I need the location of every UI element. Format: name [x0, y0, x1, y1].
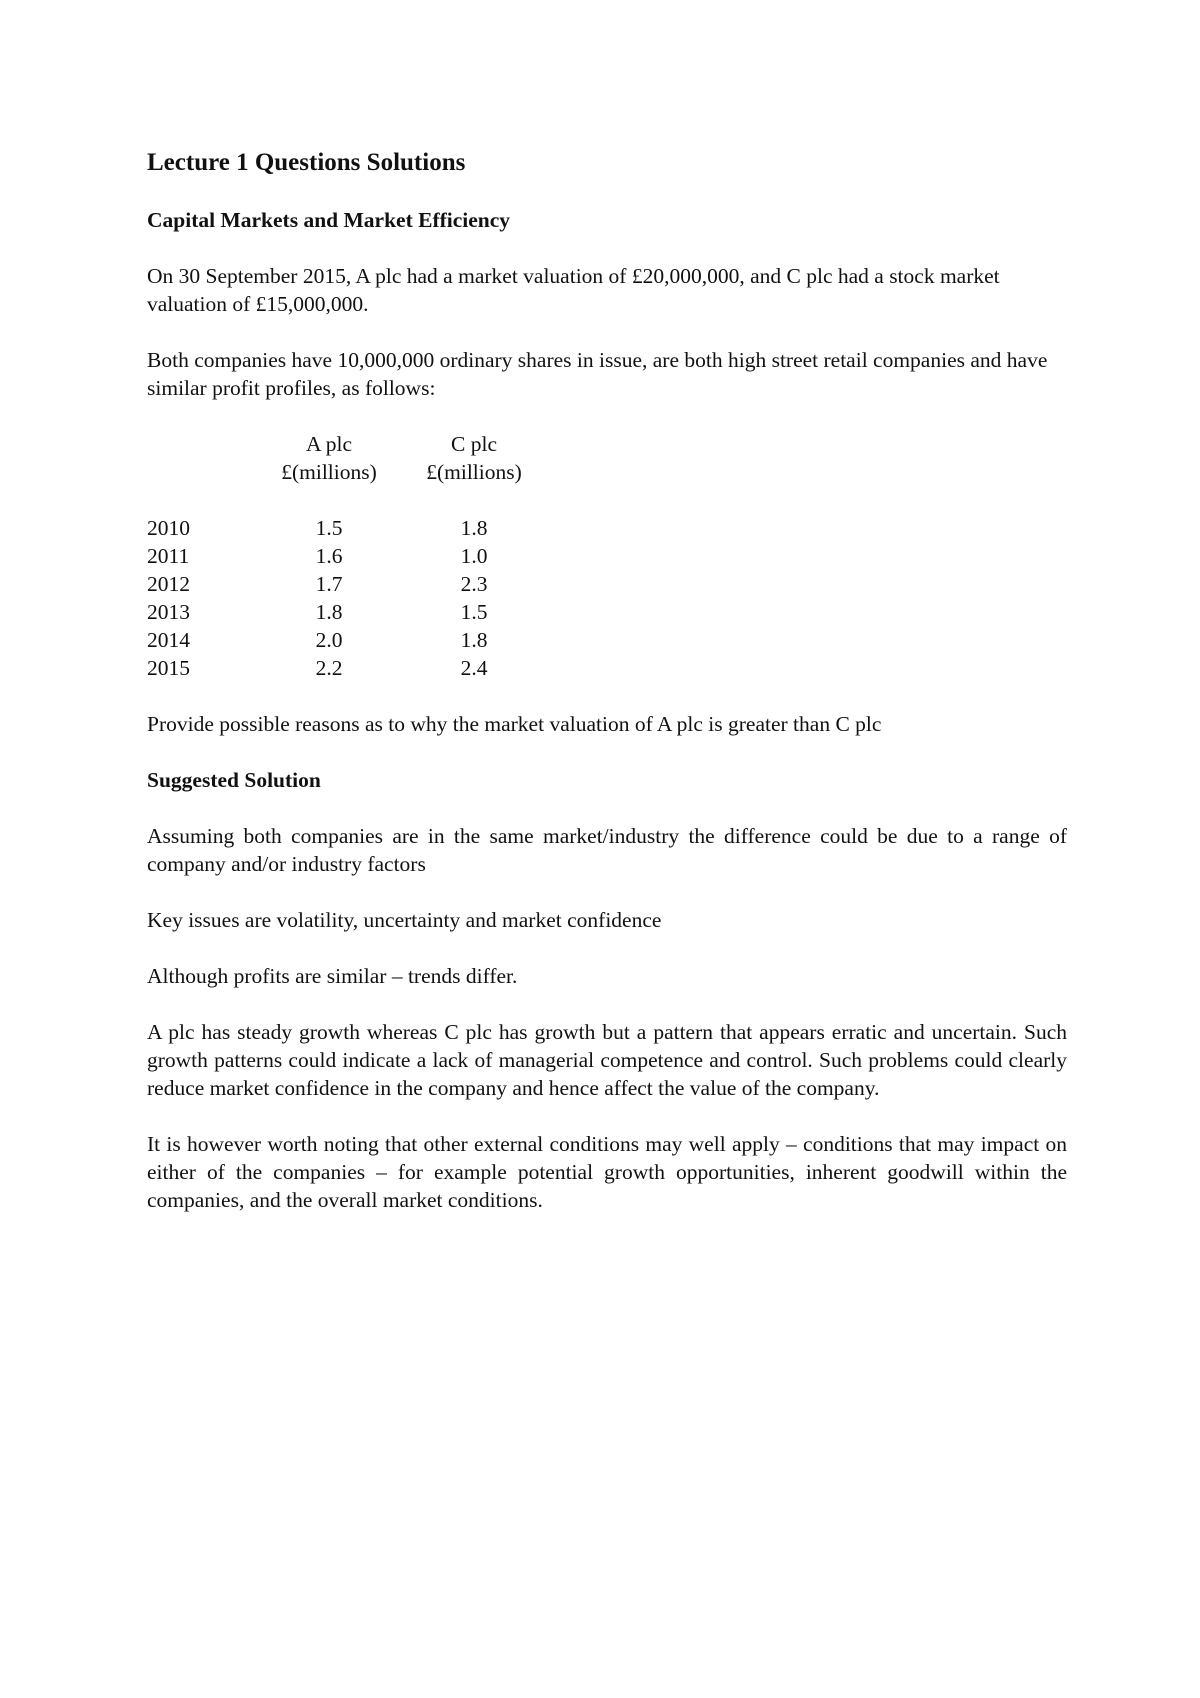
- question-text: Provide possible reasons as to why the market valuation of A plc is greater than C plc: [147, 712, 882, 736]
- table-header-row: [147, 458, 1067, 486]
- solution-paragraph: Key issues are volatility, uncertainty and market confidence: [147, 908, 662, 932]
- table-cell-year: 2013: [147, 600, 190, 624]
- document-title: Lecture 1 Questions Solutions: [147, 149, 466, 176]
- table-header-cell: A plc: [306, 432, 352, 456]
- table-cell-a: 1.5: [315, 516, 343, 540]
- table-cell-c: 2.4: [460, 656, 488, 680]
- table-cell-c: 2.3: [460, 572, 488, 596]
- table-header-cell: [147, 430, 251, 458]
- table-cell-year: 2015: [147, 656, 190, 680]
- table-spacer: [147, 486, 1067, 514]
- solution-paragraph: Assuming both companies are in the same market/industry the difference could be due to a range of company and/or industry factors: [147, 824, 1067, 876]
- table-cell-a: 2.2: [315, 656, 343, 680]
- table-row: [147, 514, 1067, 542]
- table-header-row: [147, 430, 1067, 458]
- table-cell-a: 1.8: [315, 600, 343, 624]
- table-row: [147, 542, 1067, 570]
- table-header-cell: [147, 458, 251, 486]
- table-header-cell: £(millions): [426, 460, 522, 484]
- table-cell-year: 2012: [147, 572, 190, 596]
- solution-paragraph: A plc has steady growth whereas C plc has growth but a pattern that appears erratic and uncertain. Such growth patterns could indicate a lack of managerial competence and control. Such problems could clearly reduce market confidence in the company and hence affect the value of the company.: [147, 1020, 1067, 1100]
- table-cell-c: 1.5: [460, 600, 488, 624]
- table-cell-c: 1.8: [460, 516, 488, 540]
- solution-paragraph: Although profits are similar – trends differ.: [147, 964, 518, 988]
- solution-paragraph: It is however worth noting that other external conditions may well apply – conditions that may impact on either of the companies – for example potential growth opportunities, inherent goodwill within the companies, and the overall market conditions.: [147, 1132, 1067, 1212]
- table-cell-a: 1.6: [315, 544, 343, 568]
- table-header-cell: C plc: [451, 432, 497, 456]
- table-cell-a: 1.7: [315, 572, 343, 596]
- table-row: [147, 626, 1067, 654]
- table-cell-a: 2.0: [315, 628, 343, 652]
- document-page: [147, 148, 1067, 1242]
- table-cell-c: 1.8: [460, 628, 488, 652]
- solution-heading: Suggested Solution: [147, 768, 321, 792]
- intro-paragraph-1: On 30 September 2015, A plc had a market valuation of £20,000,000, and C plc had a stock market valuation of £15,000,000.: [147, 264, 1000, 316]
- intro-paragraph-2: Both companies have 10,000,000 ordinary shares in issue, are both high street retail companies and have similar profit profiles, as follows:: [147, 348, 1048, 400]
- table-row: [147, 570, 1067, 598]
- table-cell-year: 2011: [147, 544, 190, 568]
- table-row: [147, 654, 1067, 682]
- table-cell-c: 1.0: [460, 544, 488, 568]
- table-cell-year: 2010: [147, 516, 190, 540]
- table-row: [147, 598, 1067, 626]
- table-cell-year: 2014: [147, 628, 190, 652]
- table-header-cell: £(millions): [281, 460, 377, 484]
- profit-table: [147, 430, 1067, 682]
- section-heading: Capital Markets and Market Efficiency: [147, 208, 511, 232]
